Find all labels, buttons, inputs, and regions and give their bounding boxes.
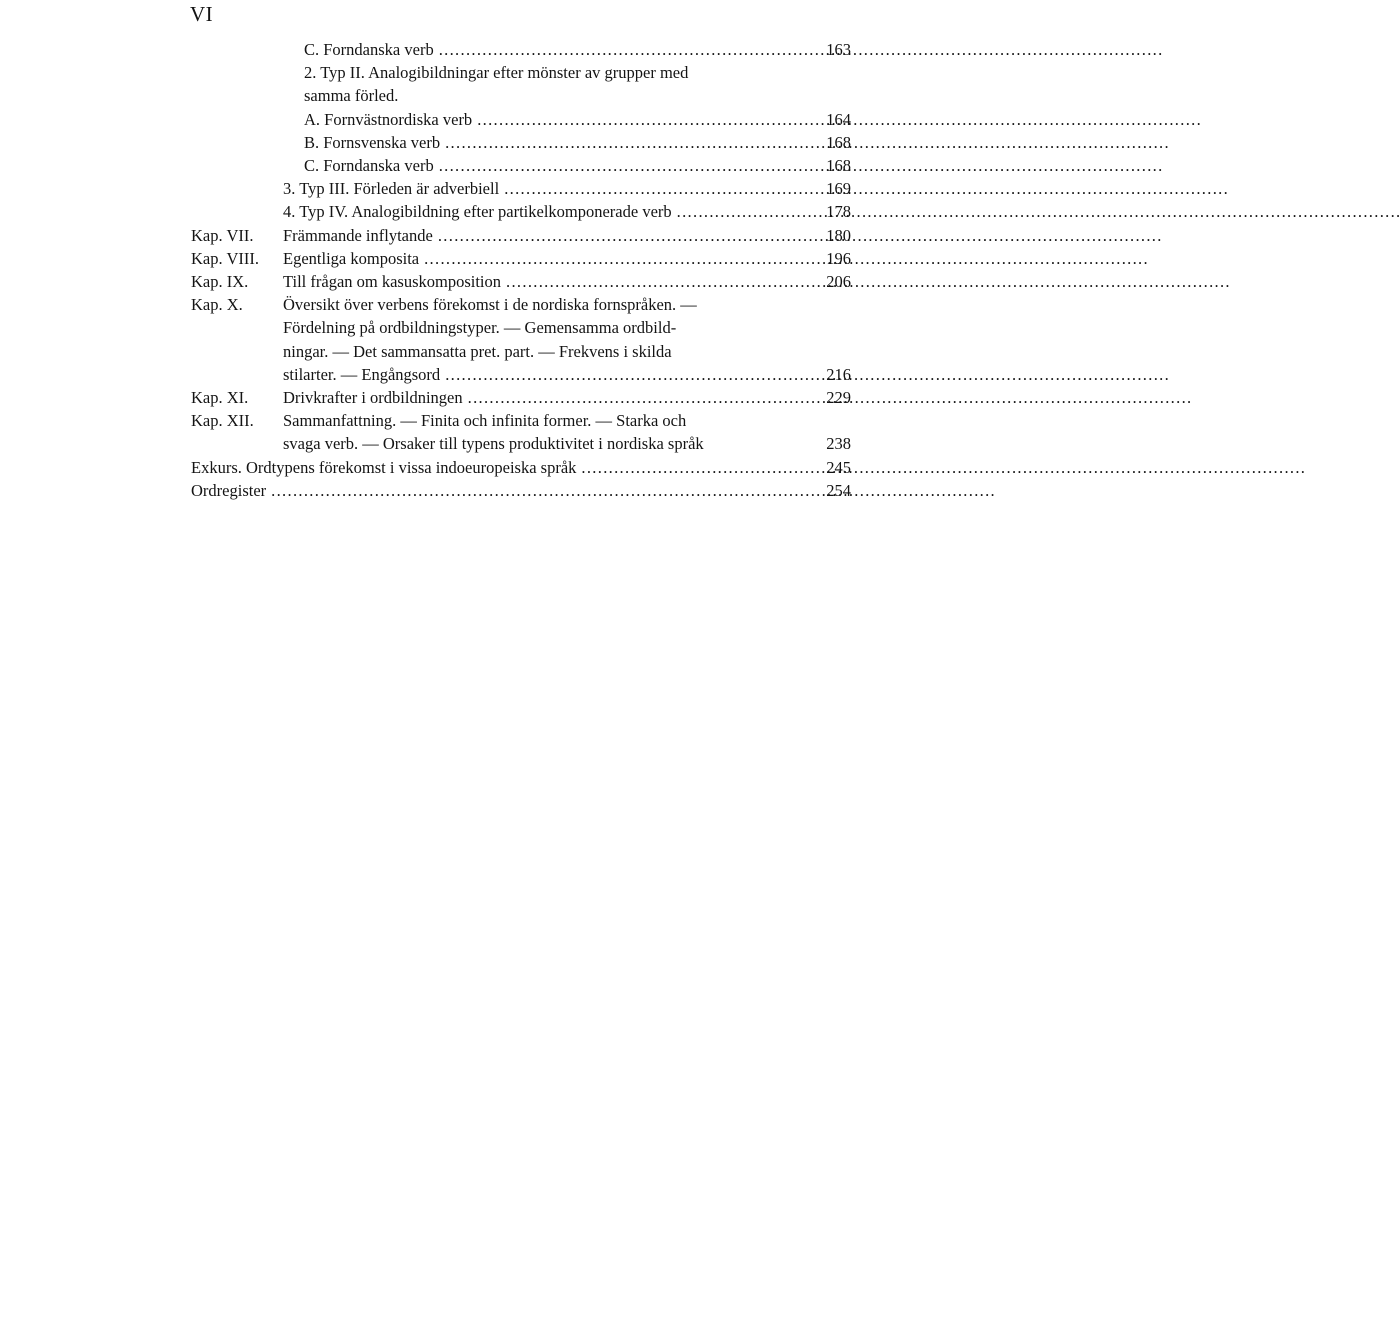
toc-entry-kap-10-line-3 <box>191 340 851 363</box>
toc-entry-kap-12-line-2 <box>191 432 851 455</box>
dot-leader <box>445 363 815 386</box>
dot-leader <box>439 154 815 177</box>
toc-entry-kap-7[interactable] <box>191 224 851 247</box>
dot-leader <box>677 200 815 223</box>
toc-entry-title-continued: stilarter. — Engångsord <box>283 364 441 384</box>
toc-entry-title: Ordregister <box>191 480 267 500</box>
toc-entry-c-forndanska-verb[interactable] <box>191 38 851 61</box>
toc-entry-page: 164 <box>826 109 851 129</box>
toc-entry-title: A. Fornvästnordiska verb <box>304 109 473 129</box>
dot-leader <box>424 247 815 270</box>
toc-entry-typ-4[interactable] <box>191 200 851 223</box>
chapter-label: Kap. IX. <box>191 272 249 292</box>
toc-entry-page: 180 <box>826 225 851 245</box>
dot-leader <box>445 131 815 154</box>
dot-leader <box>477 108 815 131</box>
toc-entry-kap-8[interactable] <box>191 247 851 270</box>
chapter-label: Kap. VII. <box>191 225 254 245</box>
toc-entry-kap-12-line-1 <box>191 409 851 432</box>
toc-entry-title-continued: ningar. — Det sammansatta pret. part. — Frekvens i skilda <box>283 341 672 361</box>
toc-entry-page: 169 <box>826 179 851 199</box>
toc-entry-title: Drivkrafter i ordbildningen <box>283 388 463 408</box>
page-number: VI <box>190 2 214 26</box>
toc-entry-typ-3[interactable] <box>191 177 851 200</box>
toc-entry-typ-2-line-1 <box>304 61 851 84</box>
dot-leader <box>439 38 815 61</box>
dot-leader <box>506 270 815 293</box>
dot-leader <box>271 479 815 502</box>
toc-entry-title: 2. Typ II. Analogibildningar efter mönster av grupper med <box>304 63 689 83</box>
toc-entry-title: B. Fornsvenska verb <box>304 132 441 152</box>
toc-entry-kap-12[interactable] <box>191 409 851 455</box>
toc-entry-ordregister[interactable] <box>191 479 851 502</box>
toc-entry-kap-10-line-4 <box>191 363 851 386</box>
chapter-label: Kap. XI. <box>191 388 249 408</box>
toc-entry-title: 3. Typ III. Förleden är adverbiell <box>283 179 500 199</box>
toc-entry-kap-10-line-2 <box>191 316 851 339</box>
toc-entry-kap-11[interactable] <box>191 386 851 409</box>
toc-entry-page: 245 <box>826 457 851 477</box>
toc-entry-page: 163 <box>826 40 851 59</box>
toc-entry-title: 4. Typ IV. Analogibildning efter partikelkomponerade verb <box>283 202 672 222</box>
toc-entry-page: 216 <box>826 364 851 384</box>
toc-entry-kap-10-line-1 <box>191 293 851 316</box>
dot-leader <box>438 224 815 247</box>
toc-entry-c-forndanska-verb-2[interactable] <box>191 154 851 177</box>
chapter-label: Kap. XII. <box>191 411 254 431</box>
toc-entry-title: Till frågan om kasuskomposition <box>283 272 502 292</box>
toc-entry-title: C. Forndanska verb <box>304 156 434 176</box>
toc-entry-page: 206 <box>826 272 851 292</box>
toc-entry-title-continued: svaga verb. — Orsaker till typens produktivitet i nordiska språk <box>283 434 704 454</box>
toc-entry-title: Sammanfattning. — Finita och infinita former. — Starka och <box>283 411 687 431</box>
toc-entry-a-fornvastnordiska-verb[interactable] <box>191 108 851 131</box>
toc-entry-title: Främmande inflytande <box>283 225 433 245</box>
toc-entry-typ-2[interactable] <box>191 61 851 107</box>
dot-leader <box>581 456 815 479</box>
dot-leader <box>468 386 815 409</box>
toc-entry-title: Exkurs. Ordtypens förekomst i vissa indoeuropeiska språk <box>191 457 577 477</box>
chapter-label: Kap. VIII. <box>191 248 259 268</box>
toc-entry-page: 254 <box>826 480 851 500</box>
toc-entry-b-fornsvenska-verb[interactable] <box>191 131 851 154</box>
dot-leader <box>504 177 815 200</box>
toc-entry-page: 168 <box>826 132 851 152</box>
table-of-contents <box>191 38 851 502</box>
toc-entry-page: 196 <box>826 248 851 268</box>
toc-entry-kap-10[interactable] <box>191 293 851 386</box>
toc-entry-page: 178 <box>826 202 851 222</box>
toc-entry-kap-9[interactable] <box>191 270 851 293</box>
toc-entry-page: 168 <box>826 156 851 176</box>
toc-entry-typ-2-line-2 <box>304 84 851 107</box>
toc-entry-title: Översikt över verbens förekomst i de nordiska fornspråken. — <box>283 295 697 315</box>
toc-entry-title-continued: Fördelning på ordbildningstyper. — Gemensamma ordbild- <box>283 318 677 338</box>
toc-entry-exkurs[interactable] <box>191 456 851 479</box>
toc-entry-page: 238 <box>826 434 851 454</box>
toc-entry-title: C. Forndanska verb <box>304 40 434 59</box>
toc-entry-title: Egentliga komposita <box>283 248 420 268</box>
chapter-label: Kap. X. <box>191 295 243 315</box>
toc-entry-title-continued: samma förled. <box>304 86 399 106</box>
toc-entry-page: 229 <box>826 388 851 408</box>
